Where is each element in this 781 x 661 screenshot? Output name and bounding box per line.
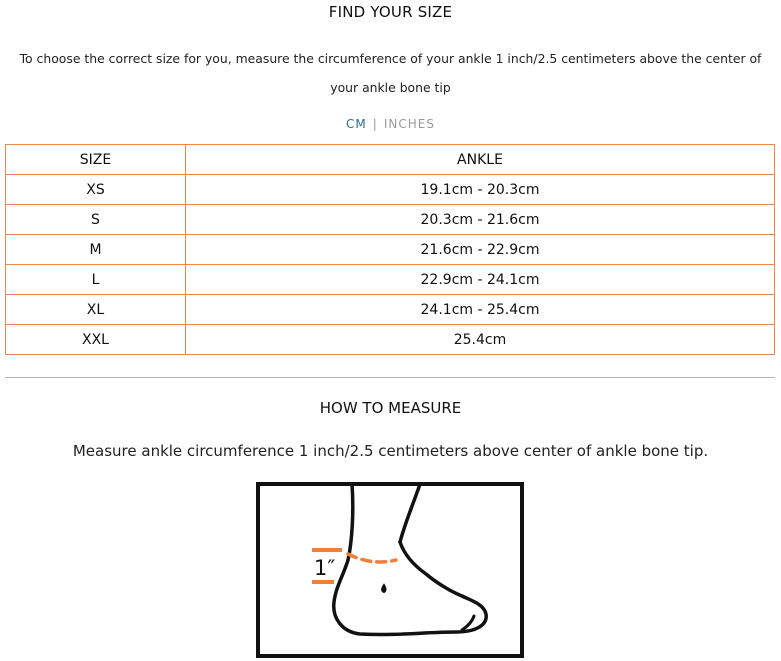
measure-label: 1″ — [314, 556, 336, 580]
size-cell: XXL — [6, 325, 186, 355]
ankle-column-header: ANKLE — [186, 145, 775, 175]
how-to-measure-text: Measure ankle circumference 1 inch/2.5 centimeters above center of ankle bone tip. — [72, 442, 709, 460]
size-cell: S — [6, 205, 186, 235]
section-divider — [5, 377, 775, 378]
size-guide-intro: To choose the correct size for you, measure the circumference of your ankle 1 inch/2.5 centimeters above the center of your ankle bone tip — [19, 51, 762, 95]
table-header-row — [6, 145, 775, 175]
size-cell: XS — [6, 175, 186, 205]
how-to-measure-title: HOW TO MEASURE — [319, 399, 462, 417]
unit-cm-button[interactable]: CM — [346, 117, 367, 131]
ankle-measure-icon — [256, 482, 524, 658]
ankle-cell: 22.9cm - 24.1cm — [186, 265, 775, 295]
unit-toggle — [0, 117, 781, 131]
ankle-bone-mark — [382, 585, 385, 592]
ankle-cell: 25.4cm — [186, 325, 775, 355]
table-row — [6, 235, 775, 265]
ankle-cell: 21.6cm - 22.9cm — [186, 235, 775, 265]
measure-marker-bottom — [312, 580, 334, 584]
size-cell: M — [6, 235, 186, 265]
size-cell: L — [6, 265, 186, 295]
size-cell: XL — [6, 295, 186, 325]
table-row — [6, 205, 775, 235]
table-row — [6, 265, 775, 295]
unit-separator: | — [372, 117, 378, 131]
table-row — [6, 295, 775, 325]
table-row — [6, 325, 775, 355]
measure-marker-top — [312, 548, 342, 552]
size-column-header: SIZE — [6, 145, 186, 175]
illustration-frame — [258, 484, 522, 656]
ankle-cell: 24.1cm - 25.4cm — [186, 295, 775, 325]
size-guide-title: FIND YOUR SIZE — [328, 3, 453, 21]
unit-inches-button[interactable]: INCHES — [383, 117, 435, 131]
ankle-cell: 19.1cm - 20.3cm — [186, 175, 775, 205]
size-table — [5, 144, 775, 355]
table-row — [6, 175, 775, 205]
ankle-cell: 20.3cm - 21.6cm — [186, 205, 775, 235]
